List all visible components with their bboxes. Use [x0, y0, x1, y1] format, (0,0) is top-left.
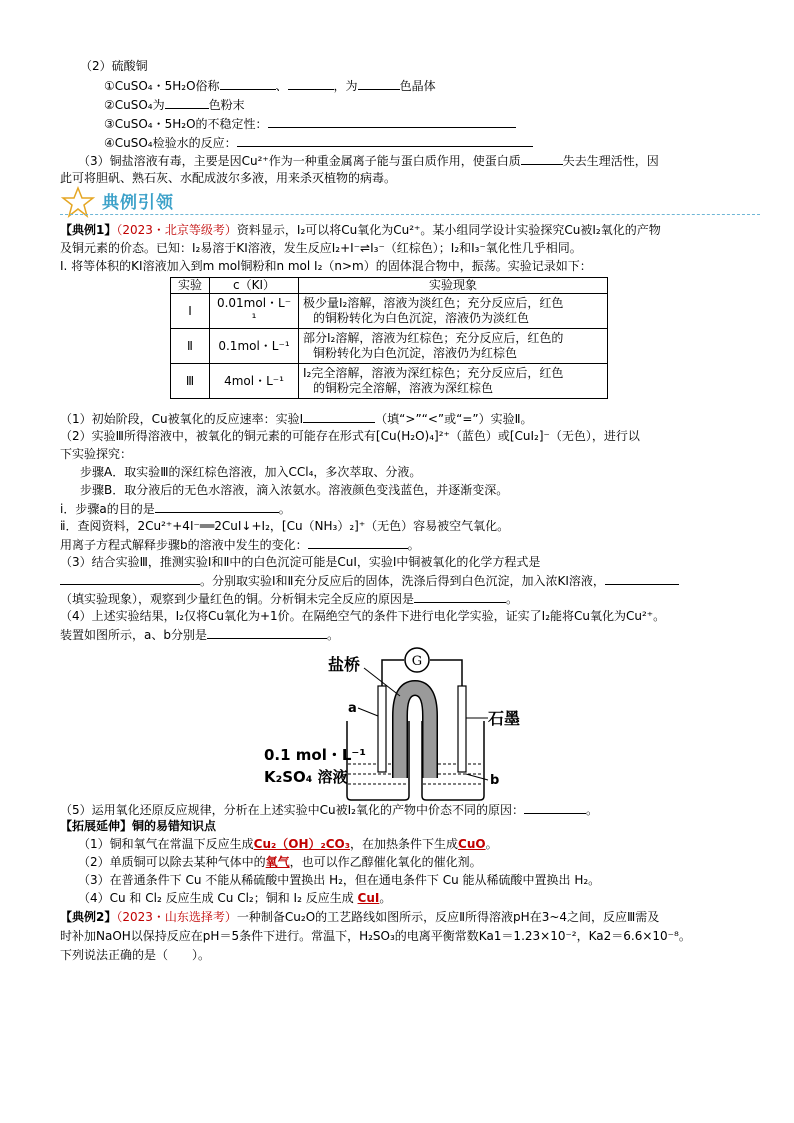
table-header-cell: c（KI）	[210, 278, 299, 294]
table-cell-phenomenon: 极少量I₂溶解，溶液为淡红色；充分反应后，红色 的铜粉转化为白色沉淀，溶液仍为淡红色	[299, 294, 608, 329]
extension-4: （4）Cu 和 Cl₂ 反应生成 Cu Cl₂；铜和 I₂ 反应生成 CuI。	[78, 891, 392, 905]
electrode-a-label: a	[348, 701, 357, 716]
sub-question-i: ⅰ．步骤a的目的是 。	[60, 502, 291, 516]
section-title: 典例引领	[102, 193, 174, 213]
example-1-line-2: 及铜元素的价态。已知：I₂易溶于KI溶液，发生反应I₂+I⁻⇌I₃⁻（红棕色）；I₂和I₃⁻氧化性几乎相同。	[60, 241, 582, 255]
galvanometer-label: G	[411, 654, 423, 669]
concentration-label: 0.1 mol・L⁻¹	[264, 746, 366, 764]
question-5: （5）运用氧化还原反应规律，分析在上述实验中Cu被I₂氧化的产物中价态不同的原因： 。	[60, 803, 598, 817]
question-4-line-1: （4）上述实验结果，I₂仅将Cu氧化为+1价。在隔绝空气的条件下进行电化学实验，证实了I₂能将Cu氧化为Cu²⁺。	[60, 609, 666, 623]
graphite-label: 石墨	[488, 709, 521, 728]
question-2-line-1: （2）实验Ⅲ所得溶液中，被氧化的铜元素的可能存在形式有[Cu(H₂O)₄]²⁺（蓝色）或[CuI₂]⁻（无色），进行以	[60, 429, 640, 443]
table-cell-id: Ⅰ	[171, 294, 210, 329]
question-2-1: ①CuSO₄・5H₂O俗称 、 ，为 色晶体	[104, 79, 436, 93]
section-3-line-1: （3）铜盐溶液有毒，主要是因Cu²⁺作为一种重金属离子能与蛋白质作用，使蛋白质 失去生理活性，因	[78, 154, 659, 168]
example-2-line-2: 时补加NaOH以保持反应在pH＝5条件下进行。常温下，H₂SO₃的电离平衡常数Ka1＝1.23×10⁻²，Ka2＝6.6×10⁻⁸。	[60, 929, 691, 943]
question-3-line-1: （3）结合实验Ⅲ，推测实验Ⅰ和Ⅱ中的白色沉淀可能是CuI，实验Ⅰ中铜被氧化的化学方程式是	[60, 555, 541, 569]
question-2-2: ②CuSO₄为 色粉末	[104, 98, 245, 112]
example-2-line-1: 【典例2】（2023・山东选择考）一种制备Cu₂O的工艺路线如图所示，反应Ⅱ所得溶液pH在3~4之间，反应Ⅲ需及	[60, 910, 660, 924]
extension-1: （1）铜和氧气在常温下反应生成Cu₂（OH）₂CO₃，在加热条件下生成CuO。	[78, 837, 498, 851]
sub-question-ii: ⅱ．查阅资料，2Cu²⁺+4I⁻══2CuI↓+I₂，[Cu（NH₃）₂]⁺（无色）容易被空气氧化。	[60, 519, 510, 533]
table-row	[171, 364, 608, 399]
electrochemical-cell-diagram	[262, 646, 532, 804]
table-cell-conc: 0.1mol・L⁻¹	[210, 329, 299, 364]
table-cell-conc: 4mol・L⁻¹	[210, 364, 299, 399]
table-header-cell: 实验	[171, 278, 210, 294]
salt-bridge-label: 盐桥	[328, 655, 361, 674]
question-2-4: ④CuSO₄检验水的反应：	[104, 134, 533, 151]
table-row	[171, 294, 608, 329]
example-2-line-3: 下列说法正确的是（ ）。	[60, 948, 211, 962]
step-a: 步骤A．取实验Ⅲ的深红棕色溶液，加入CCl₄，多次萃取、分液。	[80, 465, 422, 479]
table-row	[171, 329, 608, 364]
example-1-line-3: Ⅰ. 将等体积的KI溶液加入到m mol铜粉和n mol I₂（n>m）的固体混合物中，振荡。实验记录如下：	[60, 259, 592, 273]
question-2-3: ③CuSO₄・5H₂O的不稳定性：	[104, 115, 516, 132]
table-cell-conc: 0.01mol・L⁻ ¹	[210, 294, 299, 329]
table-cell-phenomenon: 部分I₂溶解，溶液为红棕色；充分反应后，红色的 铜粉转化为白色沉淀，溶液仍为红棕色	[299, 329, 608, 364]
question-3-line-3: （填实验现象），观察到少量红色的铜。分析铜未完全反应的原因是 。	[60, 592, 519, 606]
solution-label: K₂SO₄ 溶液	[264, 768, 348, 786]
example-header-banner	[60, 186, 190, 216]
table-header-row	[171, 278, 608, 294]
section-2-title: （2）硫酸铜	[80, 59, 148, 73]
question-2-line-2: 下实验探究：	[60, 447, 133, 461]
question-3-line-2: 。分别取实验Ⅰ和Ⅱ充分反应后的固体，洗涤后得到白色沉淀，加入浓KI溶液，	[60, 572, 679, 589]
question-4-line-2: 装置如图所示，a、b分别是 。	[60, 628, 339, 642]
extension-2: （2）单质铜可以除去某种气体中的氧气，也可以作乙醇催化氧化的催化剂。	[78, 855, 482, 869]
electrode-b-label: b	[490, 773, 500, 788]
table-header-cell: 实验现象	[299, 278, 608, 294]
example-1-line-1: 【典例1】（2023・北京等级考）资料显示，I₂可以将Cu氧化为Cu²⁺。某小组同学设计实验探究Cu被I₂氧化的产物	[60, 223, 661, 237]
experiment-table	[170, 277, 608, 399]
table-cell-id: Ⅲ	[171, 364, 210, 399]
extension-3: （3）在普通条件下 Cu 不能从稀硫酸中置换出 H₂，但在通电条件下 Cu 能从稀硫酸中置换出 H₂。	[78, 873, 601, 887]
table-cell-id: Ⅱ	[171, 329, 210, 364]
step-b: 步骤B．取分液后的无色水溶液，滴入浓氨水。溶液颜色变浅蓝色，并逐渐变深。	[80, 483, 509, 497]
section-3-line-2: 此可将胆矾、熟石灰、水配成波尔多液，用来杀灭植物的病毒。	[60, 171, 397, 185]
question-1: （1）初始阶段，Cu被氧化的反应速率：实验Ⅰ （填“>”“<”或“=”）实验Ⅱ。	[60, 412, 533, 426]
extension-title: 【拓展延伸】铜的易错知识点	[60, 819, 217, 833]
table-cell-phenomenon: I₂完全溶解，溶液为深红棕色；充分反应后，红色 的铜粉完全溶解，溶液为深红棕色	[299, 364, 608, 399]
ion-equation-question: 用离子方程式解释步骤b的溶液中发生的变化： 。	[60, 538, 420, 552]
